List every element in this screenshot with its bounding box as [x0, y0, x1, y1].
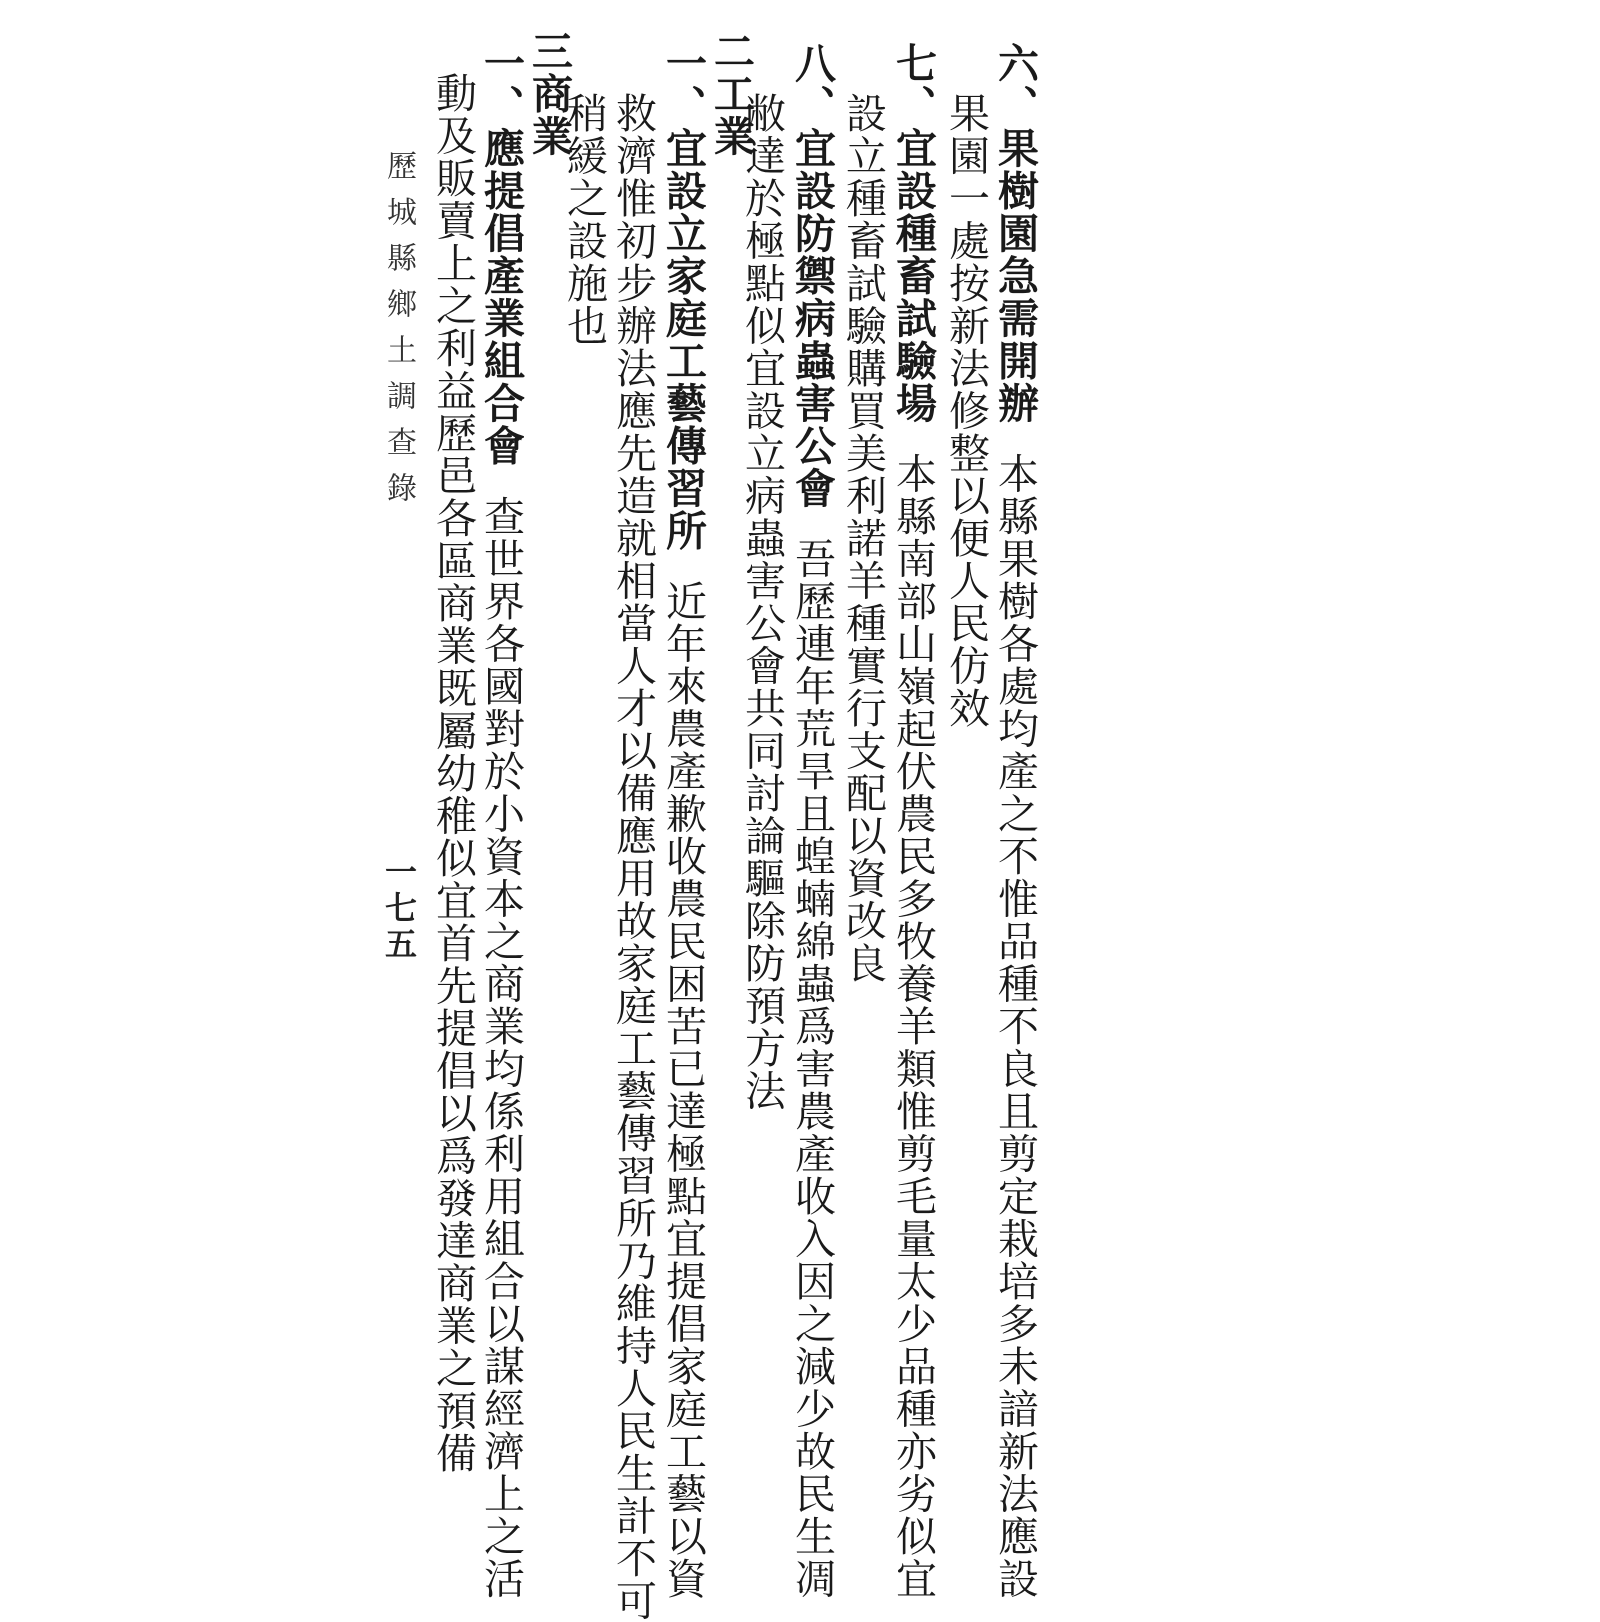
commerce-item-one-line-2: 動及販賣上之利益歷邑各區商業既屬幼稚似宜首先提倡以爲發達商業之預備 — [429, 72, 477, 1475]
industry-item-one-line-1 — [659, 42, 707, 1600]
commerce-item-one-heading: 一、應提倡產業組合會 — [477, 42, 525, 467]
item-six-line-1 — [991, 42, 1039, 1600]
section-heading-commerce: 三商業 — [525, 30, 573, 158]
item-eight-heading: 八、宜設防禦病蟲害公會 — [788, 42, 836, 510]
item-six-line-2: 果園一處按新法修整以便人民仿效 — [942, 92, 990, 730]
industry-item-one-text: 近年來農產歉收農民困苦已達極點宜提倡家庭工藝以資 — [659, 580, 707, 1600]
item-seven-heading: 七、宜設種畜試驗場 — [889, 42, 937, 425]
item-eight-line-2: 敝達於極點似宜設立病蟲害公會共同討論驅除防預方法 — [738, 92, 786, 1112]
page-number: 一七五 — [380, 855, 418, 963]
industry-item-one-line-2: 救濟惟初步辦法應先造就相當人才以備應用故家庭工藝傳習所乃維持人民生計不可 — [609, 92, 657, 1622]
item-six-text: 本縣果樹各處均產之不惟品種不良且剪定栽培多未諳新法應設 — [991, 452, 1039, 1600]
running-title: 歷城縣鄉土調查錄 — [381, 150, 416, 518]
commerce-item-one-line-1 — [477, 42, 525, 1600]
industry-item-one-line-3: 稍緩之設施也 — [560, 92, 608, 347]
section-heading-industry: 二工業 — [707, 30, 755, 158]
item-six-heading: 六、果樹園急需開辦 — [991, 42, 1039, 425]
commerce-item-one-text: 查世界各國對於小資本之商業均係利用組合以謀經濟上之活 — [477, 495, 525, 1600]
item-seven-text: 本縣南部山嶺起伏農民多牧養羊類惟剪毛量太少品種亦劣似宜 — [889, 452, 937, 1600]
item-eight-line-1 — [788, 42, 836, 1600]
item-seven-line-1 — [889, 42, 937, 1600]
item-eight-text: 吾歷連年荒旱且蝗蝻綿蟲爲害農產收入因之減少故民生凋 — [788, 537, 836, 1600]
industry-item-one-heading: 一、宜設立家庭工藝傳習所 — [659, 42, 707, 552]
item-seven-line-2: 設立種畜試驗購買美利諾羊種實行支配以資改良 — [839, 92, 887, 985]
